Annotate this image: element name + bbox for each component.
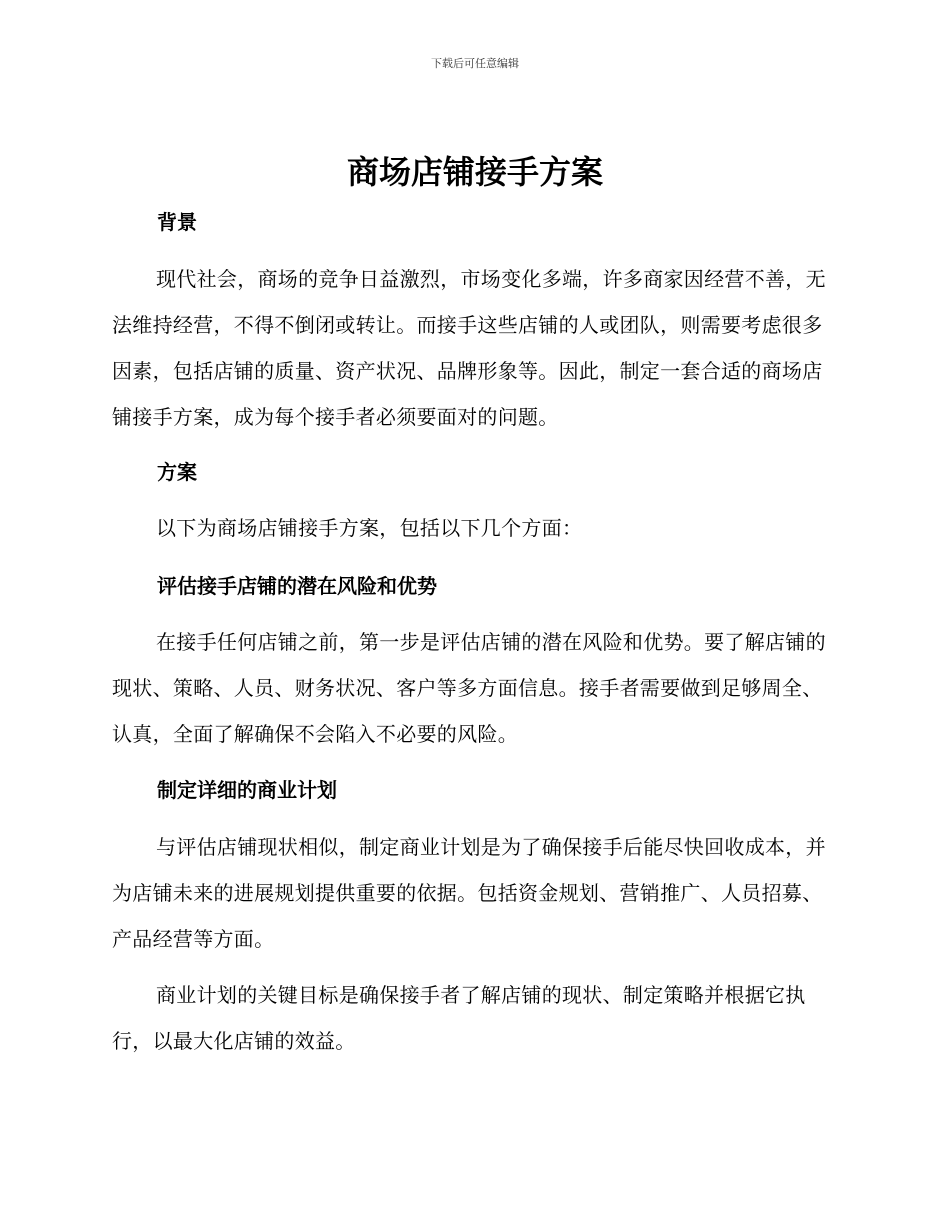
paragraph-plan-intro: 以下为商场店铺接手方案，包括以下几个方面： xyxy=(156,516,583,540)
section-heading-business-plan: 制定详细的商业计划 xyxy=(157,778,337,802)
paragraph-risk: 在接手任何店铺之前，第一步是评估店铺的潜在风险和优势。要了解店铺的现状、策略、人员、财务状况、客户等多方面信息。接手者需要做到足够周全、认真，全面了解确保不会陷入不必要的风险。 xyxy=(112,630,826,746)
paragraph-business-plan-1: 与评估店铺现状相似，制定商业计划是为了确保接手后能尽快回收成本，并为店铺未来的进展规划提供重要的依据。包括资金规划、营销推广、人员招募、产品经营等方面。 xyxy=(112,835,826,951)
header-note: 下载后可任意编辑 xyxy=(431,57,519,70)
section-heading-plan: 方案 xyxy=(157,460,197,484)
paragraph-business-plan-2: 商业计划的关键目标是确保接手者了解店铺的现状、制定策略并根据它执行，以最大化店铺的效益。 xyxy=(112,983,806,1053)
section-heading-risk: 评估接手店铺的潜在风险和优势 xyxy=(157,574,437,598)
document-title: 商场店铺接手方案 xyxy=(346,153,603,191)
section-heading-background: 背景 xyxy=(157,210,197,234)
paragraph-background: 现代社会，商场的竞争日益激烈，市场变化多端，许多商家因经营不善，无法维持经营，不得不倒闭或转让。而接手这些店铺的人或团队，则需要考虑很多因素，包括店铺的质量、资产状况、品牌形象等。因此，制定一套合适的商场店铺接手方案，成为每个接手者必须要面对的问题。 xyxy=(112,267,826,429)
